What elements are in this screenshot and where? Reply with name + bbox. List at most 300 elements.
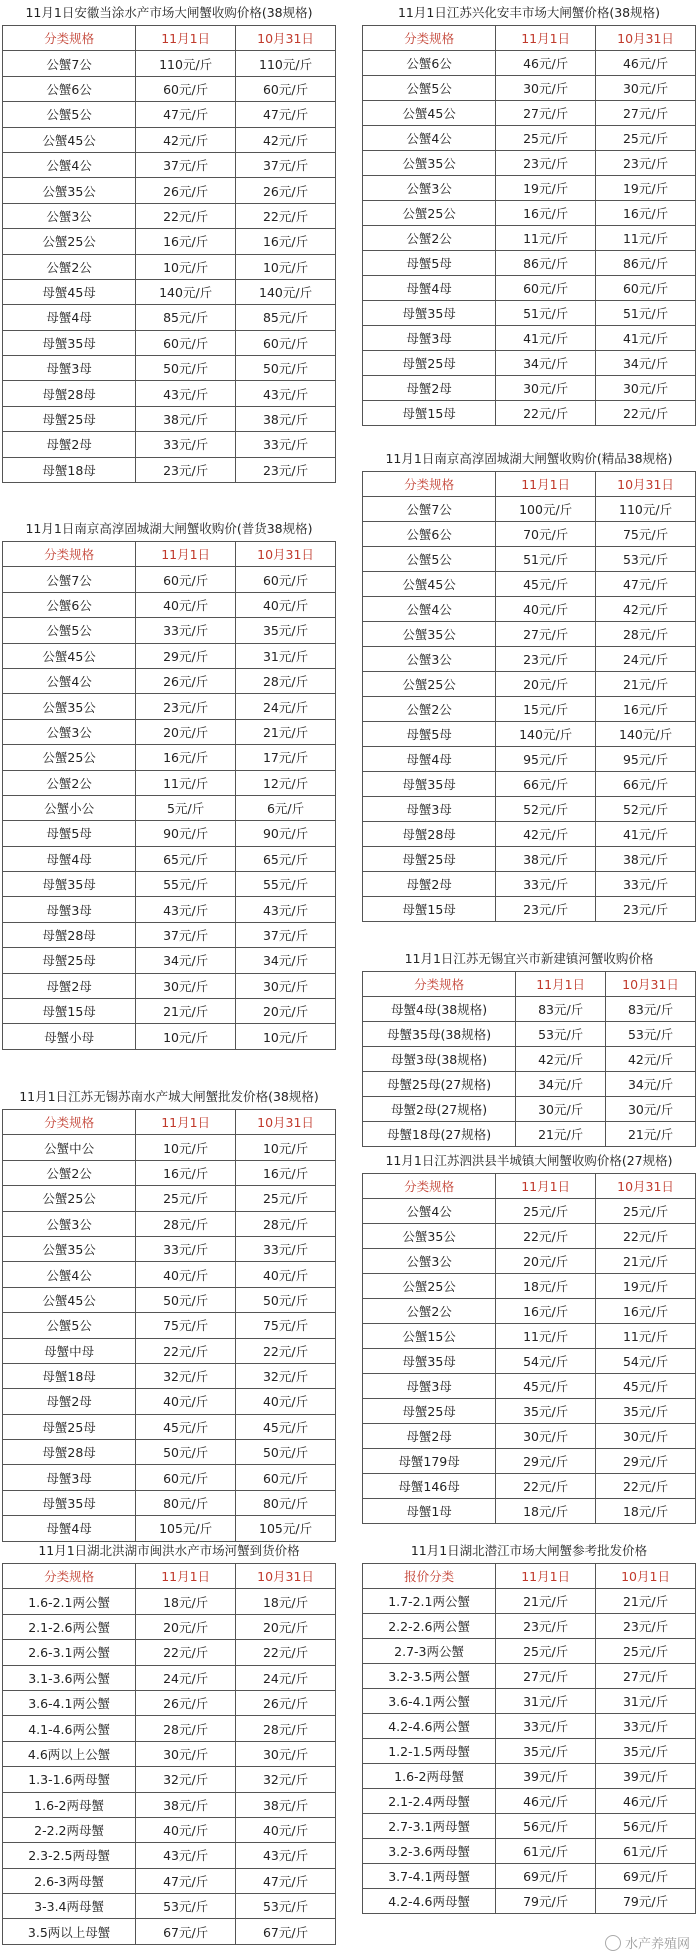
table-row bbox=[363, 1764, 696, 1789]
price-cell: 20元/斤 bbox=[136, 719, 236, 744]
price-cell: 30元/斤 bbox=[496, 1424, 596, 1449]
price-cell: 10元/斤 bbox=[136, 1135, 236, 1160]
price-cell: 12元/斤 bbox=[236, 770, 336, 795]
price-cell: 21元/斤 bbox=[496, 1589, 596, 1614]
price-cell: 66元/斤 bbox=[596, 772, 696, 797]
table-row bbox=[3, 1792, 336, 1817]
table-row bbox=[3, 694, 336, 719]
column-header: 报价分类 bbox=[363, 1564, 496, 1589]
price-cell: 28元/斤 bbox=[236, 668, 336, 693]
spec-cell: 2.1-2.4两母蟹 bbox=[363, 1789, 496, 1814]
spec-cell: 母蟹2母 bbox=[3, 1389, 136, 1414]
price-cell: 60元/斤 bbox=[236, 76, 336, 101]
price-cell: 53元/斤 bbox=[516, 1022, 606, 1047]
table-row bbox=[3, 1160, 336, 1185]
table-row bbox=[3, 457, 336, 482]
table-row bbox=[3, 745, 336, 770]
table-row bbox=[3, 1440, 336, 1465]
table-row bbox=[363, 1474, 696, 1499]
spec-cell: 母蟹2母 bbox=[3, 973, 136, 998]
table-row bbox=[363, 1224, 696, 1249]
price-cell: 11元/斤 bbox=[596, 1324, 696, 1349]
spec-cell: 公蟹2公 bbox=[3, 254, 136, 279]
price-cell: 40元/斤 bbox=[136, 1262, 236, 1287]
table-row bbox=[3, 1186, 336, 1211]
column-header: 分类规格 bbox=[3, 1564, 136, 1589]
spec-cell: 母蟹2母 bbox=[3, 432, 136, 457]
price-cell: 32元/斤 bbox=[236, 1363, 336, 1388]
table-header-row bbox=[363, 1174, 696, 1199]
table-row bbox=[3, 1211, 336, 1236]
price-cell: 67元/斤 bbox=[136, 1919, 236, 1944]
table-row bbox=[363, 401, 696, 426]
price-cell: 75元/斤 bbox=[136, 1313, 236, 1338]
price-cell: 29元/斤 bbox=[496, 1449, 596, 1474]
table-row bbox=[363, 497, 696, 522]
spec-cell: 公蟹25公 bbox=[363, 672, 496, 697]
price-cell: 60元/斤 bbox=[136, 1465, 236, 1490]
price-table bbox=[2, 541, 336, 1050]
spec-cell: 公蟹25公 bbox=[3, 1186, 136, 1211]
spec-cell: 公蟹2公 bbox=[363, 226, 496, 251]
spec-cell: 1.2-1.5两母蟹 bbox=[363, 1739, 496, 1764]
price-cell: 22元/斤 bbox=[596, 1224, 696, 1249]
price-cell: 61元/斤 bbox=[596, 1839, 696, 1864]
price-cell: 22元/斤 bbox=[496, 401, 596, 426]
price-cell: 60元/斤 bbox=[596, 276, 696, 301]
table-row bbox=[363, 51, 696, 76]
price-cell: 85元/斤 bbox=[236, 305, 336, 330]
price-cell: 34元/斤 bbox=[516, 1072, 606, 1097]
spec-cell: 公蟹45公 bbox=[363, 572, 496, 597]
price-cell: 33元/斤 bbox=[496, 1714, 596, 1739]
column-header: 10月31日 bbox=[236, 1564, 336, 1589]
spec-cell: 母蟹5母 bbox=[363, 251, 496, 276]
table-row bbox=[363, 1374, 696, 1399]
price-cell: 18元/斤 bbox=[236, 1589, 336, 1614]
spec-cell: 母蟹2母 bbox=[363, 1424, 496, 1449]
price-cell: 43元/斤 bbox=[236, 897, 336, 922]
table-row bbox=[3, 1363, 336, 1388]
table-row bbox=[363, 1399, 696, 1424]
price-cell: 41元/斤 bbox=[596, 822, 696, 847]
spec-cell: 3.2-3.5两公蟹 bbox=[363, 1664, 496, 1689]
table-row bbox=[3, 1919, 336, 1944]
price-cell: 26元/斤 bbox=[136, 178, 236, 203]
price-cell: 56元/斤 bbox=[496, 1814, 596, 1839]
table-row bbox=[363, 1449, 696, 1474]
price-cell: 16元/斤 bbox=[136, 229, 236, 254]
spec-cell: 3.1-3.6两公蟹 bbox=[3, 1665, 136, 1690]
table-block-honghu bbox=[2, 1538, 336, 1945]
table-row bbox=[3, 922, 336, 947]
table-row bbox=[3, 1414, 336, 1439]
table-title: 11月1日安徽当涂水产市场大闸蟹收购价格(38规格) bbox=[25, 5, 313, 20]
table-row bbox=[3, 1665, 336, 1690]
price-cell: 41元/斤 bbox=[596, 326, 696, 351]
table-row bbox=[363, 1614, 696, 1639]
spec-cell: 公蟹4公 bbox=[363, 126, 496, 151]
table-block-gaochun-regular bbox=[2, 516, 336, 1050]
column-header: 分类规格 bbox=[3, 26, 136, 51]
price-cell: 23元/斤 bbox=[596, 151, 696, 176]
price-cell: 65元/斤 bbox=[236, 846, 336, 871]
price-cell: 33元/斤 bbox=[496, 872, 596, 897]
price-cell: 110元/斤 bbox=[136, 51, 236, 76]
spec-cell: 母蟹15母 bbox=[363, 897, 496, 922]
spec-cell: 母蟹35母(38规格) bbox=[363, 1022, 516, 1047]
price-cell: 45元/斤 bbox=[496, 572, 596, 597]
spec-cell: 2-2.2两母蟹 bbox=[3, 1817, 136, 1842]
price-cell: 42元/斤 bbox=[606, 1047, 696, 1072]
price-cell: 65元/斤 bbox=[136, 846, 236, 871]
spec-cell: 母蟹5母 bbox=[3, 821, 136, 846]
price-cell: 33元/斤 bbox=[136, 618, 236, 643]
table-row bbox=[3, 1465, 336, 1490]
price-cell: 27元/斤 bbox=[596, 1664, 696, 1689]
spec-cell: 公蟹中公 bbox=[3, 1135, 136, 1160]
spec-cell: 2.1-2.6两公蟹 bbox=[3, 1614, 136, 1639]
table-row bbox=[3, 668, 336, 693]
spec-cell: 母蟹25母 bbox=[3, 1414, 136, 1439]
price-cell: 41元/斤 bbox=[496, 326, 596, 351]
table-row bbox=[363, 672, 696, 697]
column-header: 11月1日 bbox=[136, 26, 236, 51]
price-cell: 37元/斤 bbox=[236, 922, 336, 947]
spec-cell: 母蟹3母 bbox=[3, 356, 136, 381]
price-cell: 25元/斤 bbox=[496, 1199, 596, 1224]
price-cell: 40元/斤 bbox=[136, 1389, 236, 1414]
price-cell: 34元/斤 bbox=[236, 948, 336, 973]
spec-cell: 公蟹4公 bbox=[363, 597, 496, 622]
price-cell: 35元/斤 bbox=[496, 1399, 596, 1424]
table-row bbox=[3, 254, 336, 279]
price-cell: 75元/斤 bbox=[236, 1313, 336, 1338]
price-cell: 25元/斤 bbox=[596, 126, 696, 151]
table-header-row bbox=[3, 1110, 336, 1135]
spec-cell: 3-3.4两母蟹 bbox=[3, 1894, 136, 1919]
spec-cell: 母蟹35母 bbox=[363, 301, 496, 326]
table-row bbox=[363, 1072, 696, 1097]
table-row bbox=[3, 1313, 336, 1338]
price-cell: 22元/斤 bbox=[496, 1474, 596, 1499]
price-cell: 95元/斤 bbox=[596, 747, 696, 772]
price-cell: 11元/斤 bbox=[596, 226, 696, 251]
price-cell: 23元/斤 bbox=[136, 457, 236, 482]
spec-cell: 母蟹中母 bbox=[3, 1338, 136, 1363]
spec-cell: 公蟹6公 bbox=[3, 592, 136, 617]
spec-cell: 母蟹28母 bbox=[363, 822, 496, 847]
price-cell: 51元/斤 bbox=[496, 547, 596, 572]
spec-cell: 公蟹25公 bbox=[3, 229, 136, 254]
table-row bbox=[3, 1338, 336, 1363]
table-row bbox=[3, 1690, 336, 1715]
price-cell: 21元/斤 bbox=[606, 1122, 696, 1147]
price-cell: 25元/斤 bbox=[496, 1639, 596, 1664]
price-cell: 23元/斤 bbox=[596, 897, 696, 922]
spec-cell: 母蟹25母 bbox=[363, 351, 496, 376]
spec-cell: 2.7-3.1两母蟹 bbox=[363, 1814, 496, 1839]
table-row bbox=[3, 1767, 336, 1792]
price-cell: 38元/斤 bbox=[136, 1792, 236, 1817]
price-cell: 23元/斤 bbox=[136, 694, 236, 719]
spec-cell: 母蟹45母 bbox=[3, 279, 136, 304]
spec-cell: 2.6-3两母蟹 bbox=[3, 1868, 136, 1893]
price-cell: 50元/斤 bbox=[136, 356, 236, 381]
spec-cell: 公蟹5公 bbox=[3, 1313, 136, 1338]
spec-cell: 母蟹2母(27规格) bbox=[363, 1097, 516, 1122]
price-cell: 55元/斤 bbox=[136, 872, 236, 897]
price-cell: 28元/斤 bbox=[236, 1211, 336, 1236]
price-cell: 17元/斤 bbox=[236, 745, 336, 770]
price-cell: 43元/斤 bbox=[236, 1843, 336, 1868]
spec-cell: 母蟹1母 bbox=[363, 1499, 496, 1524]
table-block-sihong bbox=[362, 1148, 696, 1524]
price-cell: 10元/斤 bbox=[236, 1135, 336, 1160]
price-table bbox=[362, 971, 696, 1147]
price-cell: 35元/斤 bbox=[496, 1739, 596, 1764]
price-cell: 28元/斤 bbox=[596, 622, 696, 647]
price-cell: 20元/斤 bbox=[236, 999, 336, 1024]
price-cell: 20元/斤 bbox=[136, 1614, 236, 1639]
spec-cell: 公蟹25公 bbox=[363, 1274, 496, 1299]
spec-cell: 母蟹28母 bbox=[3, 922, 136, 947]
table-row bbox=[3, 973, 336, 998]
price-cell: 23元/斤 bbox=[596, 1614, 696, 1639]
price-cell: 37元/斤 bbox=[236, 152, 336, 177]
price-cell: 38元/斤 bbox=[236, 406, 336, 431]
table-row bbox=[3, 330, 336, 355]
table-row bbox=[3, 1894, 336, 1919]
spec-cell: 公蟹45公 bbox=[3, 1287, 136, 1312]
price-cell: 140元/斤 bbox=[496, 722, 596, 747]
price-cell: 53元/斤 bbox=[136, 1894, 236, 1919]
price-cell: 18元/斤 bbox=[136, 1589, 236, 1614]
column-header: 10月31日 bbox=[236, 542, 336, 567]
price-table bbox=[362, 1563, 696, 1914]
spec-cell: 母蟹4母 bbox=[3, 305, 136, 330]
table-row bbox=[3, 1843, 336, 1868]
table-title: 11月1日江苏泗洪县半城镇大闸蟹收购价格(27规格) bbox=[385, 1153, 673, 1168]
table-row bbox=[3, 1589, 336, 1614]
price-cell: 53元/斤 bbox=[236, 1894, 336, 1919]
price-cell: 16元/斤 bbox=[236, 229, 336, 254]
price-cell: 52元/斤 bbox=[596, 797, 696, 822]
price-cell: 22元/斤 bbox=[236, 203, 336, 228]
price-cell: 83元/斤 bbox=[516, 997, 606, 1022]
table-row bbox=[3, 795, 336, 820]
price-cell: 16元/斤 bbox=[596, 1299, 696, 1324]
spec-cell: 公蟹3公 bbox=[363, 647, 496, 672]
spec-cell: 母蟹3母 bbox=[363, 1374, 496, 1399]
table-block-gaochun-premium bbox=[362, 446, 696, 922]
price-cell: 86元/斤 bbox=[596, 251, 696, 276]
price-cell: 21元/斤 bbox=[596, 672, 696, 697]
spec-cell: 母蟹35母 bbox=[3, 872, 136, 897]
price-cell: 40元/斤 bbox=[236, 1817, 336, 1842]
table-row bbox=[3, 127, 336, 152]
price-cell: 51元/斤 bbox=[496, 301, 596, 326]
spec-cell: 公蟹7公 bbox=[3, 567, 136, 592]
spec-cell: 母蟹25母 bbox=[3, 406, 136, 431]
price-cell: 53元/斤 bbox=[596, 547, 696, 572]
price-cell: 18元/斤 bbox=[496, 1274, 596, 1299]
table-row bbox=[3, 1236, 336, 1261]
price-cell: 47元/斤 bbox=[136, 102, 236, 127]
table-row bbox=[363, 251, 696, 276]
spec-cell: 母蟹28母 bbox=[3, 381, 136, 406]
price-cell: 42元/斤 bbox=[516, 1047, 606, 1072]
price-cell: 26元/斤 bbox=[236, 178, 336, 203]
table-row bbox=[363, 697, 696, 722]
table-row bbox=[3, 846, 336, 871]
price-cell: 24元/斤 bbox=[236, 1665, 336, 1690]
price-cell: 140元/斤 bbox=[596, 722, 696, 747]
spec-cell: 公蟹35公 bbox=[3, 1236, 136, 1261]
table-row bbox=[363, 797, 696, 822]
price-cell: 35元/斤 bbox=[596, 1739, 696, 1764]
table-row bbox=[3, 1640, 336, 1665]
table-header-row bbox=[363, 972, 696, 997]
table-row bbox=[3, 618, 336, 643]
price-cell: 42元/斤 bbox=[136, 127, 236, 152]
price-cell: 86元/斤 bbox=[496, 251, 596, 276]
price-cell: 30元/斤 bbox=[236, 1741, 336, 1766]
table-row bbox=[363, 151, 696, 176]
price-cell: 79元/斤 bbox=[596, 1889, 696, 1914]
price-cell: 16元/斤 bbox=[596, 201, 696, 226]
price-cell: 39元/斤 bbox=[596, 1764, 696, 1789]
table-row bbox=[3, 152, 336, 177]
spec-cell: 母蟹3母 bbox=[363, 797, 496, 822]
table-row bbox=[363, 201, 696, 226]
column-header: 分类规格 bbox=[363, 472, 496, 497]
spec-cell: 母蟹15母 bbox=[363, 401, 496, 426]
price-cell: 11元/斤 bbox=[136, 770, 236, 795]
price-cell: 30元/斤 bbox=[136, 973, 236, 998]
price-cell: 10元/斤 bbox=[236, 1024, 336, 1049]
spec-cell: 公蟹5公 bbox=[3, 618, 136, 643]
table-row bbox=[363, 1589, 696, 1614]
price-cell: 18元/斤 bbox=[496, 1499, 596, 1524]
price-cell: 16元/斤 bbox=[596, 697, 696, 722]
spec-cell: 3.6-4.1两公蟹 bbox=[363, 1689, 496, 1714]
price-cell: 25元/斤 bbox=[236, 1186, 336, 1211]
table-row bbox=[363, 897, 696, 922]
price-cell: 35元/斤 bbox=[236, 618, 336, 643]
price-cell: 30元/斤 bbox=[596, 376, 696, 401]
price-cell: 20元/斤 bbox=[496, 1249, 596, 1274]
spec-cell: 母蟹179母 bbox=[363, 1449, 496, 1474]
column-header: 10月31日 bbox=[596, 472, 696, 497]
price-cell: 26元/斤 bbox=[236, 1690, 336, 1715]
table-row bbox=[363, 522, 696, 547]
price-cell: 54元/斤 bbox=[596, 1349, 696, 1374]
spec-cell: 母蟹4母(38规格) bbox=[363, 997, 516, 1022]
price-cell: 95元/斤 bbox=[496, 747, 596, 772]
spec-cell: 母蟹35母 bbox=[3, 1490, 136, 1515]
table-row bbox=[3, 1614, 336, 1639]
spec-cell: 母蟹35母 bbox=[363, 1349, 496, 1374]
spec-cell: 公蟹5公 bbox=[363, 547, 496, 572]
price-cell: 28元/斤 bbox=[236, 1716, 336, 1741]
table-row bbox=[3, 356, 336, 381]
price-cell: 110元/斤 bbox=[596, 497, 696, 522]
price-cell: 34元/斤 bbox=[596, 351, 696, 376]
price-cell: 31元/斤 bbox=[496, 1689, 596, 1714]
price-cell: 11元/斤 bbox=[496, 226, 596, 251]
table-block-wuxi-sunan bbox=[2, 1084, 336, 1542]
column-header: 分类规格 bbox=[363, 972, 516, 997]
spec-cell: 母蟹146母 bbox=[363, 1474, 496, 1499]
price-cell: 6元/斤 bbox=[236, 795, 336, 820]
price-cell: 34元/斤 bbox=[606, 1072, 696, 1097]
price-table bbox=[362, 1173, 696, 1524]
price-cell: 23元/斤 bbox=[496, 1614, 596, 1639]
price-cell: 16元/斤 bbox=[136, 1160, 236, 1185]
spec-cell: 2.7-3两公蟹 bbox=[363, 1639, 496, 1664]
table-row bbox=[363, 126, 696, 151]
price-cell: 37元/斤 bbox=[136, 152, 236, 177]
price-cell: 51元/斤 bbox=[596, 301, 696, 326]
spec-cell: 母蟹小母 bbox=[3, 1024, 136, 1049]
table-row bbox=[363, 376, 696, 401]
spec-cell: 公蟹2公 bbox=[3, 1160, 136, 1185]
price-cell: 28元/斤 bbox=[136, 1211, 236, 1236]
column-header: 10月31日 bbox=[236, 26, 336, 51]
spec-cell: 母蟹28母 bbox=[3, 1440, 136, 1465]
table-header-row bbox=[3, 26, 336, 51]
price-cell: 40元/斤 bbox=[136, 1817, 236, 1842]
spec-cell: 母蟹4母 bbox=[3, 846, 136, 871]
price-cell: 67元/斤 bbox=[236, 1919, 336, 1944]
price-cell: 60元/斤 bbox=[236, 330, 336, 355]
table-row bbox=[363, 1714, 696, 1739]
table-row bbox=[3, 279, 336, 304]
price-cell: 60元/斤 bbox=[136, 567, 236, 592]
price-cell: 47元/斤 bbox=[596, 572, 696, 597]
table-row bbox=[363, 722, 696, 747]
price-cell: 25元/斤 bbox=[496, 126, 596, 151]
table-title: 11月1日湖北潜江市场大闸蟹参考批发价格 bbox=[410, 1543, 648, 1558]
table-row bbox=[3, 51, 336, 76]
price-cell: 47元/斤 bbox=[236, 1868, 336, 1893]
table-header-row bbox=[363, 26, 696, 51]
spec-cell: 公蟹35公 bbox=[363, 151, 496, 176]
spec-cell: 4.2-4.6两公蟹 bbox=[363, 1714, 496, 1739]
price-cell: 22元/斤 bbox=[596, 1474, 696, 1499]
table-row bbox=[363, 1249, 696, 1274]
column-header: 10月31日 bbox=[606, 972, 696, 997]
spec-cell: 公蟹3公 bbox=[3, 719, 136, 744]
spec-cell: 公蟹45公 bbox=[3, 127, 136, 152]
table-row bbox=[363, 1864, 696, 1889]
price-cell: 52元/斤 bbox=[496, 797, 596, 822]
price-cell: 70元/斤 bbox=[496, 522, 596, 547]
price-cell: 23元/斤 bbox=[236, 457, 336, 482]
table-row bbox=[363, 226, 696, 251]
price-cell: 42元/斤 bbox=[496, 822, 596, 847]
spec-cell: 母蟹4母 bbox=[363, 747, 496, 772]
table-row bbox=[363, 1639, 696, 1664]
price-cell: 27元/斤 bbox=[496, 622, 596, 647]
price-cell: 66元/斤 bbox=[496, 772, 596, 797]
table-row bbox=[3, 948, 336, 973]
spec-cell: 母蟹4母 bbox=[3, 1516, 136, 1541]
price-cell: 22元/斤 bbox=[136, 1640, 236, 1665]
spec-cell: 公蟹15公 bbox=[363, 1324, 496, 1349]
price-cell: 15元/斤 bbox=[496, 697, 596, 722]
